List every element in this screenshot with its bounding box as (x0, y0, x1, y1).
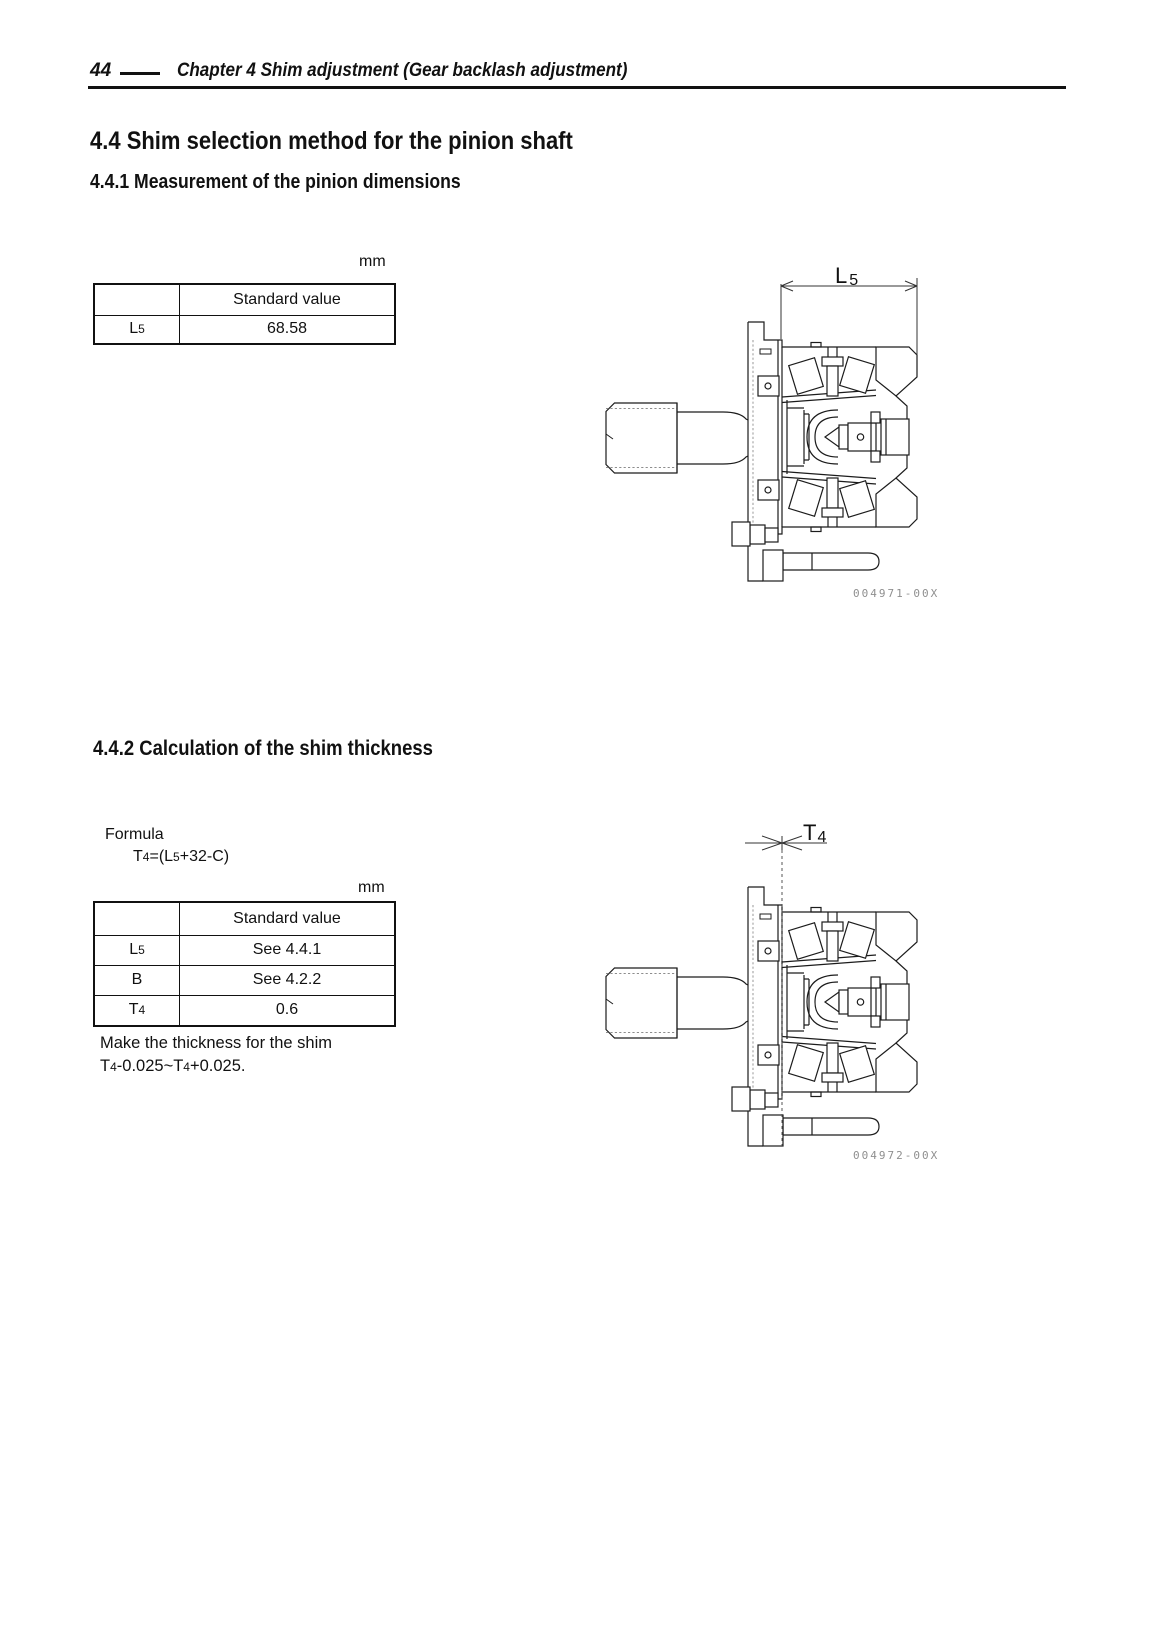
chapter-header: Chapter 4 Shim adjustment (Gear backlash adjustment) (177, 60, 628, 81)
table2-unit-label: mm (358, 879, 385, 896)
shim-note-line1: Make the thickness for the shim (100, 1034, 333, 1052)
table2-header-cell: Standard value (180, 902, 396, 935)
figure-pinion-measurement (560, 240, 1020, 620)
shim-thickness-table (93, 901, 396, 1027)
figure2-caption: 004972-00X (853, 1149, 940, 1162)
formula-expression: T4=(L5+32-C) (133, 848, 230, 865)
table-row (94, 965, 395, 995)
table2-row-value: 0.6 (180, 995, 396, 1026)
section-title: 4.4 Shim selection method for the pinion shaft (90, 127, 573, 155)
page-number: 44 (90, 60, 112, 81)
table-row (94, 284, 395, 315)
table2-corner-cell (94, 902, 180, 935)
t4-dimension-label: T4 (803, 820, 827, 846)
figure1-caption: 004971-00X (853, 587, 940, 600)
table2-row-label: T4 (94, 995, 180, 1026)
formula-label: Formula (105, 826, 164, 843)
table1-row-label: L5 (94, 315, 180, 344)
shim-note-line2: T4-0.025~T4+0.025. (100, 1057, 246, 1075)
table1-row-value: 68.58 (180, 315, 396, 344)
pinion-dimension-table (93, 283, 396, 345)
table2-row-label: L5 (94, 935, 180, 965)
figure-shim-thickness (560, 780, 1020, 1160)
table-row (94, 995, 395, 1026)
table2-row-value: See 4.2.2 (180, 965, 396, 995)
l5-dimension-label: L 5 (835, 263, 859, 289)
l5-dimension-lines (781, 278, 917, 355)
pinion-shaft-cross-section-drawing (606, 322, 917, 581)
subsection-441-title: 4.4.1 Measurement of the pinion dimensions (90, 171, 461, 193)
pinion-shaft-cross-section-drawing (606, 887, 917, 1146)
table2-row-label: B (94, 965, 180, 995)
table-row (94, 315, 395, 344)
header-rule (88, 86, 1066, 89)
subsection-442-title: 4.4.2 Calculation of the shim thickness (93, 737, 433, 760)
table2-row-value: See 4.4.1 (180, 935, 396, 965)
table1-header-cell: Standard value (180, 284, 396, 315)
table-row (94, 902, 395, 935)
table-row (94, 935, 395, 965)
table1-unit-label: mm (359, 253, 386, 270)
table1-corner-cell (94, 284, 180, 315)
header-dash (120, 72, 160, 75)
